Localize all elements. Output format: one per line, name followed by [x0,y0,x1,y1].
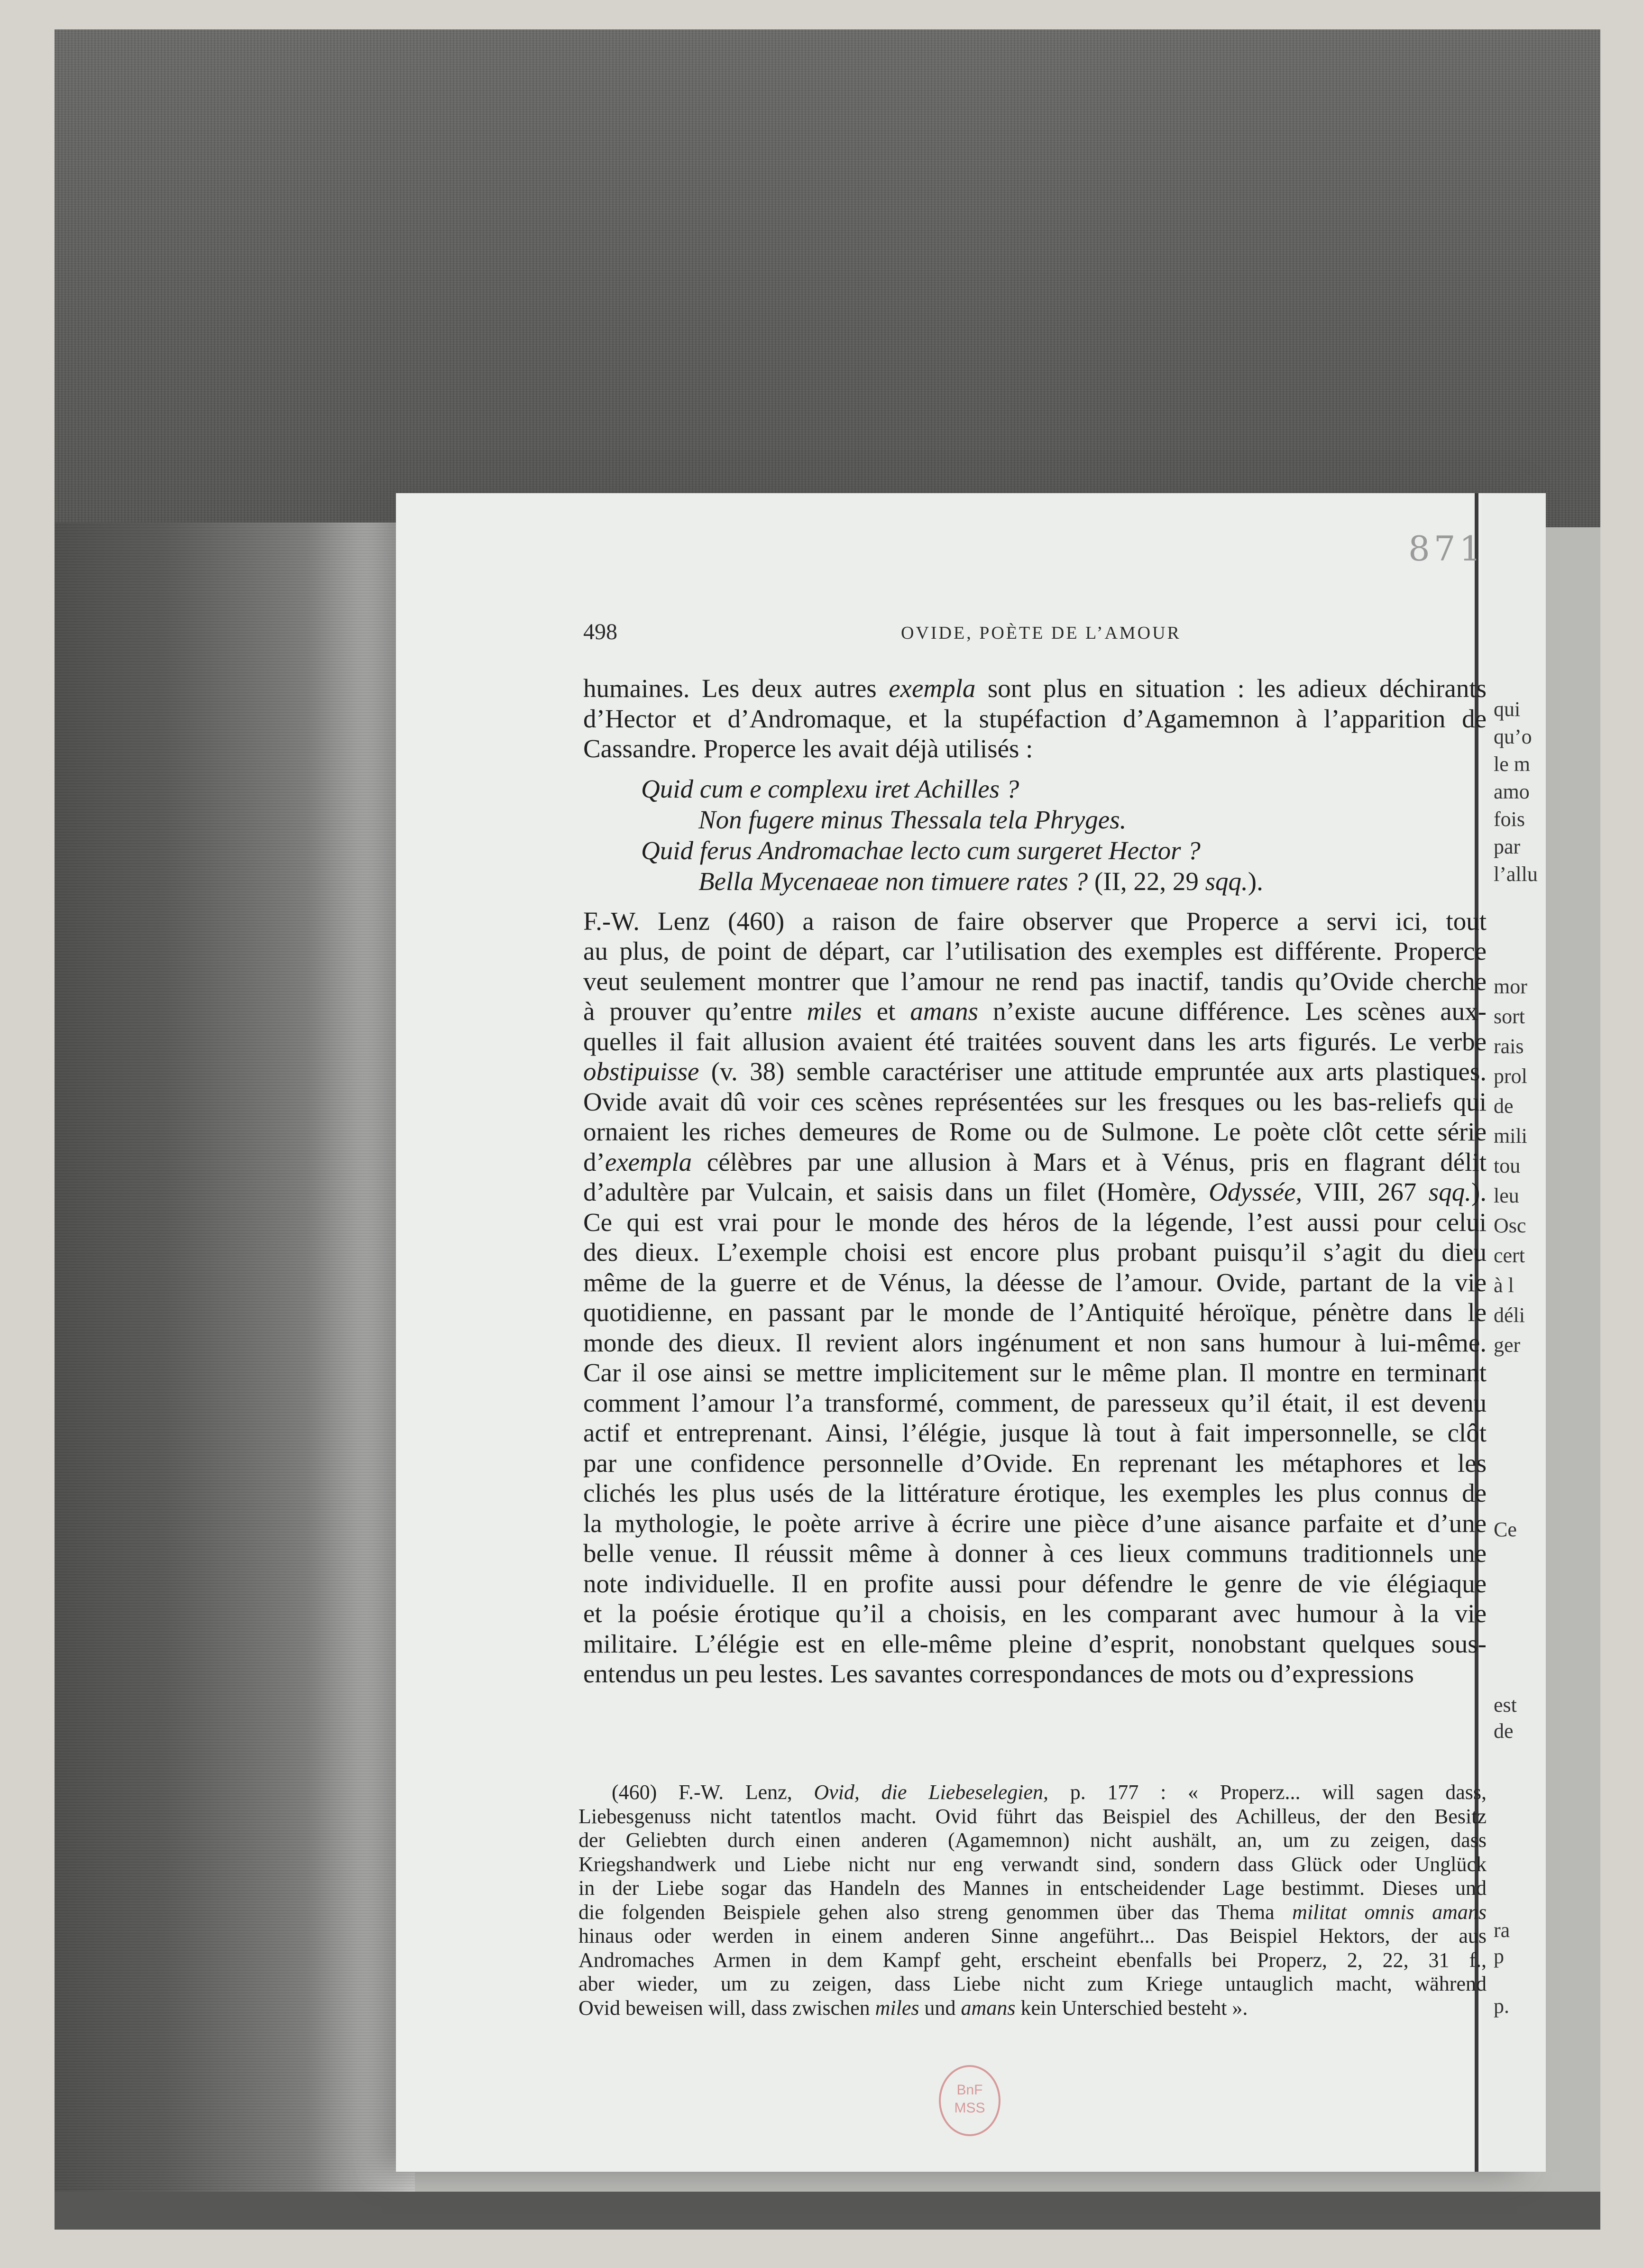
facing-page-fragment: mili [1494,1124,1527,1148]
verse-line: Quid ferus Andromachae lecto cum surgeret Hector ? [641,836,1201,865]
text-line: d’Hector et d’Andromaque, et la stupéfaction d’Agamemnon à l’apparition de [583,704,1487,733]
text-line: militaire. L’élégie est en elle-même pleine d’esprit, nonobstant quelques sous- [583,1629,1487,1658]
facing-page-fragment: de [1494,1094,1514,1118]
footnote-line: Liebesgenuss nicht tatentlos macht. Ovid führt das Beispiel des Achilleus, der den Besitz [578,1804,1487,1828]
facing-page-fragment: amo [1494,780,1530,803]
verse-quotation [583,773,1487,897]
footnote-line: der Geliebten durch einen anderen (Agamemnon) nicht aushält, an, um zu zeigen, dass [578,1828,1487,1852]
text-line: humaines. Les deux autres exempla sont plus en situation : les adieux déchirants [583,674,1487,703]
text-line: par une confidence personnelle d’Ovide. En reprenant les métaphores et les [583,1448,1487,1478]
facing-page-fragment: fois [1494,808,1525,831]
scan-shadow-left [55,523,415,2230]
facing-page-fragment: qui [1494,698,1521,721]
verse-line: Bella Mycenaeae non timuere rates ? (II, 22, 29 sqq.). [698,866,1263,896]
facing-page-fragment: qu’o [1494,725,1532,748]
text-line: ornaient les riches demeures de Rome ou de Sulmone. Le poète clôt cette série [583,1117,1487,1146]
text-line: belle venue. Il réussit même à donner à ces lieux communs traditionnels une [583,1539,1487,1568]
text-line: même de la guerre et de Vénus, la déesse de l’amour. Ovide, partant de la vie [583,1267,1487,1297]
footnote-line: (460) F.-W. Lenz, Ovid, die Liebeselegien, p. 177 : « Properz... will sagen dass, [612,1781,1487,1804]
text-line: au plus, de point de départ, car l’utilisation des exemples est différente. Properce [583,937,1487,965]
footnote-line: aber wieder, um zu zeigen, dass Liebe nicht zum Kriege untauglich macht, während [578,1972,1487,1995]
running-head [583,619,1494,657]
text-line: Cassandre. Properce les avait déjà utilisés : [583,734,1033,763]
footnote-line: hinaus oder werden in einem anderen Sinne angeführt... Das Beispiel Hektors, der aus [578,1924,1487,1947]
footnote-line: die folgenden Beispiele gehen also streng genommen über das Thema militat omnis amans [578,1900,1487,1924]
text-line: clichés les plus usés de la littérature érotique, les exemples les plus connus de [583,1478,1487,1507]
text-line: quelles il fait allusion avaient été traitées souvent dans les arts figurés. Le verbe [583,1027,1487,1056]
footnote-460 [578,1781,1487,2020]
facing-page-fragment: l’allu [1494,863,1538,886]
library-stamp [939,2065,1000,2136]
facing-page-fragment: déli [1494,1304,1525,1327]
facing-page-fragment: de [1494,1719,1514,1743]
text-line: F.-W. Lenz (460) a raison de faire observer que Properce a servi ici, tout [583,906,1487,936]
facing-page-fragment: ra [1494,1919,1510,1942]
page-number: 498 [583,619,617,644]
facing-page-fragment: ger [1494,1333,1521,1357]
facing-page-fragment: à l [1494,1274,1514,1297]
text-line: la mythologie, le poète arrive à écrire une pièce d’une aisance parfaite et d’une [583,1508,1487,1538]
footnote-line: Ovid beweisen will, dass zwischen miles und amans kein Unterschied besteht ». [578,1996,1248,2020]
paragraph-1 [583,673,1487,764]
facing-page-fragment: p [1494,1945,1504,1968]
text-line: note individuelle. Il en profite aussi pour défendre le genre de vie élégiaque [583,1569,1487,1598]
facing-page-fragment: p. [1494,1994,1509,2018]
facing-page-fragment: par [1494,835,1521,858]
facing-page-fragment: tou [1494,1154,1521,1177]
text-line: d’adultère par Vulcain, et saisis dans un filet (Homère, Odyssée, VIII, 267 sqq.). [583,1177,1487,1206]
text-line: Ce qui est vrai pour le monde des héros de la légende, l’est aussi pour celui [583,1207,1487,1237]
text-line: Car il ose ainsi se mettre implicitement sur le même plan. Il montre en terminant [583,1358,1487,1387]
archive-number: 871 [1408,529,1485,569]
body-text [583,673,1487,1689]
text-line: obstipuisse (v. 38) semble caractériser une attitude empruntée aux arts plastiques. [583,1057,1487,1086]
facing-page-fragment: sort [1494,1005,1525,1028]
text-line: à prouver qu’entre miles et amans n’existe aucune différence. Les scènes aux- [583,997,1487,1026]
facing-page-fragment: Osc [1494,1214,1526,1237]
paragraph-2 [583,906,1487,1689]
running-title: OVIDE, POÈTE DE L’AMOUR [901,623,1181,643]
scan-shadow-bottom [55,2192,1600,2230]
verse-reference: (II, 22, 29 sqq.). [1088,866,1263,896]
stamp-line-1: BnF [956,2082,983,2098]
facing-page-edge [1482,493,1546,2172]
verse-line: Non fugere minus Thessala tela Phryges. [698,805,1127,834]
facing-page-fragment: est [1494,1693,1517,1717]
stamp-line-2: MSS [954,2100,985,2116]
facing-page-fragment: leu [1494,1184,1519,1207]
text-line: comment l’amour l’a transformé, comment, de paresseux qu’il était, il est devenu [583,1388,1487,1417]
text-line: entendus un peu lestes. Les savantes correspondances de mots ou d’expressions [583,1659,1414,1688]
scan-shadow-top [55,29,1600,527]
text-line: veut seulement montrer que l’amour ne rend pas inactif, tandis qu’Ovide cherche [583,966,1487,996]
footnote-line: in der Liebe sogar das Handeln des Mannes in entscheidender Lage bestimmt. Dieses und [578,1876,1487,1900]
footnote-line: Andromaches Armen in dem Kampf geht, erscheint ebenfalls bei Properz, 2, 22, 31 f., [578,1948,1487,1972]
text-line: monde des dieux. Il revient alors ingénument et non sans humour à lui-même. [583,1328,1487,1357]
text-line: quotidienne, en passant par le monde de l’Antiquité héroïque, pénètre dans le [583,1298,1487,1327]
facing-page-fragment: prol [1494,1065,1527,1088]
text-line: d’exempla célèbres par une allusion à Mars et à Vénus, pris en flagrant délit [583,1147,1487,1176]
text-line: actif et entreprenant. Ainsi, l’élégie, jusque là tout à fait impersonnelle, se clôt [583,1418,1487,1447]
facing-page-fragment: mor [1494,975,1527,998]
verse-line: Quid cum e complexu iret Achilles ? [641,774,1019,803]
facing-page-fragment: rais [1494,1035,1524,1058]
text-line: et la poésie érotique qu’il a choisis, en les comparant avec humour à la vie [583,1599,1487,1628]
footnote-line: Kriegshandwerk und Liebe nicht nur eng verwandt sind, sondern dass Glück oder Unglück [578,1852,1487,1876]
text-line: Ovide avait dû voir ces scènes représentées sur les fresques ou les bas-reliefs qui [583,1087,1487,1116]
text-line: des dieux. L’exemple choisi est encore plus probant puisqu’il s’agit du dieu [583,1238,1487,1267]
facing-page-fragment: le m [1494,753,1530,776]
facing-page-fragment: Ce [1494,1518,1517,1541]
facing-page-fragment: cert [1494,1244,1525,1267]
